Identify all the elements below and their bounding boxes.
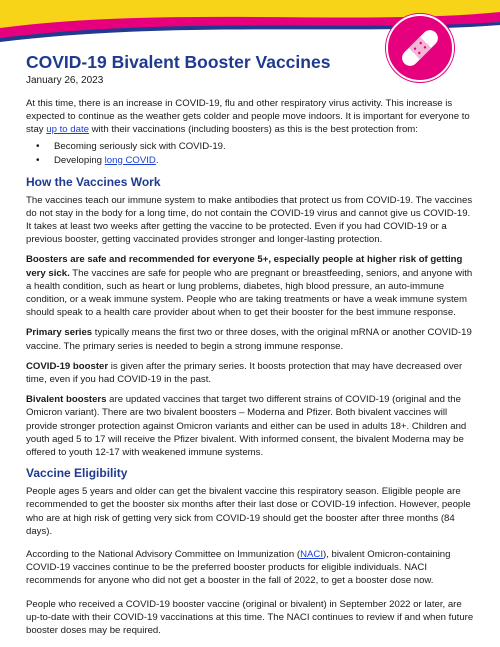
booster-paragraph: COVID-19 booster is given after the primary series. It boosts protection that may have decreased over time, even if you had COVID-19 in the past. [26, 360, 463, 386]
eligibility-paragraph-3: People who received a COVID-19 booster vaccine (original or bivalent) in September 2022 or later, are up-to-date with their COVID-19 vaccinations at this time. The NACI continues to review if and when future booster doses may be required. [26, 598, 474, 637]
intro-paragraph: At this time, there is an increase in COVID-19, flu and other respiratory virus activity. This increase is expected to continue as the weather gets colder and people move indoors. It is important for everyone to stay up to date with their vaccinations (including boosters) as this is the best protection from: [26, 98, 470, 136]
list-item: • Becoming seriously sick with COVID-19. [26, 140, 478, 154]
primary-series-paragraph: Primary series typically means the first two or three doses, with the original mRNA or another COVID-19 vaccine. The primary series is needed to begin a strong immune response. [26, 327, 472, 352]
eligibility-paragraph-1: People ages 5 years and older can get the bivalent vaccine this respiratory season. Eligible people are recommended to get the booster six months after their last dose or COVID-19 infection. However, people who are at high risk of getting very sick from COVID-19 should get the booster after three months (84 days). [26, 486, 471, 537]
up-to-date-link[interactable]: up to date [46, 124, 89, 136]
protection-list [26, 140, 478, 168]
eligibility-paragraph-2: According to the National Advisory Committee on Immunization (NACI), bivalent Omicron-containing COVID-19 vaccines continue to be the preferred booster products for eligible individuals. NACI recommends for anyone who did not get a booster in the fall of 2022, to get a booster dose now. [26, 549, 451, 587]
naci-link[interactable]: NACI [300, 549, 323, 561]
section-heading-how: How the Vaccines Work [26, 174, 161, 189]
document-body [26, 52, 478, 637]
list-item: • Developing long COVID. [26, 154, 478, 168]
how-paragraph-2: Boosters are safe and recommended for everyone 5+, especially people at higher risk of getting very sick. The vaccines are safe for people who are pregnant or breastfeeding, seniors, and anyone with a health condition, such as heart or lung problems, diabetes, high blood pressure, an auto-immune condition, or a weak immune system. People who are taking treatments or have a weak immune system should speak to a health care provider about when to get their booster for the best immune response. [26, 254, 473, 319]
bivalent-paragraph: Bivalent boosters are updated vaccines that target two different strains of COVID-19 (original and the Omicron variant). There are two bivalent boosters – Moderna and Pfizer. Both bivalent vaccines will provide stronger protection against Omicron variants and either can be used in adults 18+. Children and youth aged 5 to 17 will receive the Pfizer bivalent. With informed consent, the bivalent Moderna may be offered to youth 12-17 with weakened immune systems. [26, 394, 467, 459]
section-heading-eligibility: Vaccine Eligibility [26, 466, 128, 481]
publish-date: January 26, 2023 [26, 75, 104, 86]
long-covid-link[interactable]: long COVID [104, 154, 156, 166]
page-title: COVID-19 Bivalent Booster Vaccines [26, 52, 331, 72]
how-paragraph-1: The vaccines teach our immune system to make antibodies that protect us from COVID-19. The vaccines do not stay in the body for a long time, do not contain the COVID-19 virus and cannot give us COVID-19. It takes at least two weeks after getting the vaccine to be protected. Even if you had COVID-19 or a previous booster, getting vaccinated provides stronger and longer-lasting protection. [26, 194, 473, 246]
